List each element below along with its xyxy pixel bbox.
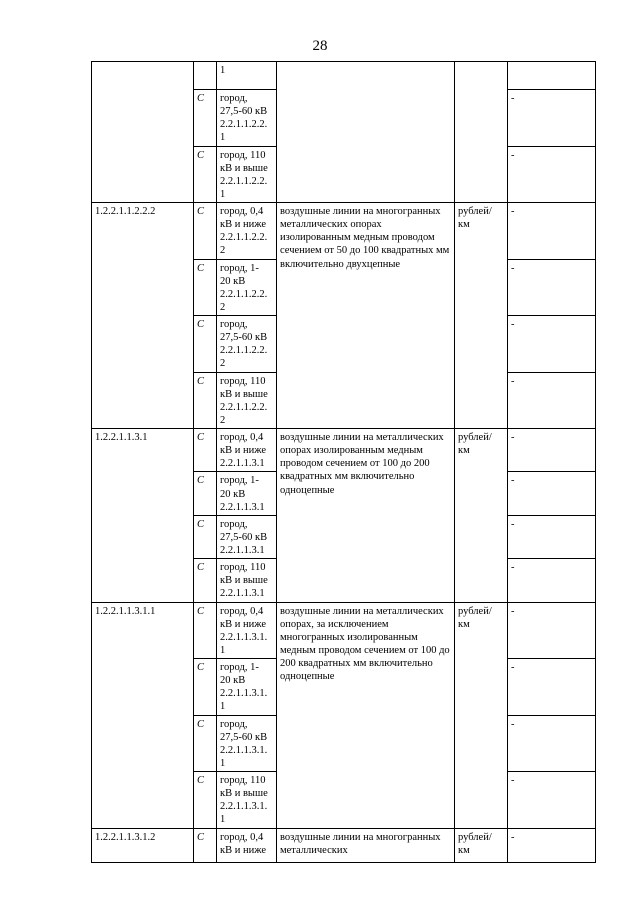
symbol-cell: С: [194, 372, 217, 429]
value-cell: -: [508, 559, 596, 602]
territory-line: 20 кВ: [220, 675, 246, 687]
value-cell: -: [508, 602, 596, 659]
territory-line: 2.2.1.1.2.2.: [220, 175, 268, 187]
territory-line: 27,5-60 кВ: [220, 731, 268, 743]
territory-line: 20 кВ: [220, 275, 246, 287]
value-cell: -: [508, 203, 596, 260]
symbol-cell: С: [194, 316, 217, 373]
value-cell: -: [508, 146, 596, 203]
territory-line: 2.2.1.1.3.1: [220, 545, 265, 556]
territory-line: 27,5-60 кВ: [220, 106, 268, 118]
territory-line: 1: [220, 814, 226, 826]
territory-line: кВ и ниже: [220, 219, 266, 231]
territory-line: кВ и выше: [220, 575, 268, 587]
symbol-cell: С: [194, 559, 217, 602]
tariff-table: [91, 61, 596, 863]
value-cell: [508, 62, 596, 90]
territory-cell: [217, 515, 277, 558]
territory-line: 1: [220, 644, 226, 656]
territory-line: город, 110: [220, 775, 266, 786]
description-cell: воздушные линии на многогранных металлических опорах изолированным медным проводом сечением от 50 до 100 квадратных мм включительно двухцепные: [277, 203, 455, 429]
territory-cell: [217, 659, 277, 716]
unit-cell: рублей/ км: [455, 203, 508, 429]
value-cell: -: [508, 828, 596, 862]
territory-cell: [217, 372, 277, 429]
table-row: [92, 828, 596, 862]
territory-line: город,: [220, 93, 248, 104]
territory-line: 2: [220, 301, 226, 313]
territory-cell: [217, 429, 277, 472]
symbol-cell: С: [194, 515, 217, 558]
territory-line: кВ и ниже: [220, 445, 266, 457]
value-cell: -: [508, 659, 596, 716]
territory-line: город,: [220, 518, 248, 530]
territory-cell: [217, 602, 277, 659]
territory-line: город, 0,4: [220, 432, 264, 443]
territory-line: 2.2.1.1.2.2.: [220, 401, 268, 413]
description-cell: воздушные линии на металлических опорах изолированным медным проводом сечением от 100 до 200 квадратных мм включительно одноцепные: [277, 429, 455, 603]
territory-cell: [217, 90, 277, 147]
value-cell: -: [508, 772, 596, 829]
territory-line: 2: [220, 245, 226, 257]
symbol-cell: С: [194, 259, 217, 316]
territory-line: кВ и ниже: [220, 844, 266, 856]
table-row: [92, 602, 596, 659]
territory-line: кВ и выше: [220, 162, 268, 174]
page-number: 28: [312, 38, 328, 54]
territory-line: город,: [220, 718, 248, 730]
territory-line: 2: [220, 414, 226, 426]
unit-cell: рублей/ км: [455, 429, 508, 603]
territory-line: 2.2.1.1.3.1.: [220, 631, 268, 643]
territory-line: город, 0,4: [220, 206, 264, 217]
territory-line: 2.2.1.1.3.1: [220, 458, 265, 470]
value-cell: -: [508, 259, 596, 316]
territory-cell: [217, 828, 277, 862]
code-cell: 1.2.2.1.1.2.2.2: [92, 203, 194, 429]
value-cell: -: [508, 472, 596, 515]
description-cell: воздушные линии на многогранных металлических: [277, 828, 455, 862]
territory-line: 2.2.1.1.3.1.: [220, 801, 268, 813]
code-cell: 1.2.2.1.1.3.1.1: [92, 602, 194, 828]
value-cell: -: [508, 715, 596, 772]
territory-line: 2.2.1.1.3.1.: [220, 688, 268, 700]
tariff-table-body: [92, 62, 596, 863]
territory-cell: [217, 559, 277, 602]
territory-cell: [217, 203, 277, 260]
territory-line: город, 110: [220, 149, 266, 161]
territory-line: 2.2.1.1.3.1: [220, 588, 265, 600]
territory-line: город,: [220, 319, 248, 330]
symbol-cell: С: [194, 602, 217, 659]
symbol-cell: С: [194, 90, 217, 147]
territory-line: город, 1-: [220, 475, 259, 487]
description-cell: воздушные линии на металлических опорах, за исключением многогранных изолированным медным проводом сечением от 100 до 200 квадратных мм включительно одноцепные: [277, 602, 455, 828]
territory-line: город, 0,4: [220, 605, 264, 617]
symbol-cell: С: [194, 715, 217, 772]
territory-line: 27,5-60 кВ: [220, 531, 268, 543]
symbol-cell: С: [194, 828, 217, 862]
table-row: [92, 429, 596, 472]
value-cell: -: [508, 372, 596, 429]
territory-cell: [217, 62, 277, 90]
unit-cell: рублей/ км: [455, 828, 508, 862]
territory-line: 2.2.1.1.2.2.: [220, 288, 268, 300]
territory-line: город, 1-: [220, 262, 259, 274]
symbol-cell: С: [194, 203, 217, 260]
symbol-cell: С: [194, 472, 217, 515]
territory-line: кВ и выше: [220, 788, 268, 800]
territory-line: 2.2.1.1.3.1: [220, 501, 265, 513]
territory-line: город, 110: [220, 375, 266, 387]
territory-cell: [217, 472, 277, 515]
value-cell: -: [508, 515, 596, 558]
territory-cell: [217, 772, 277, 829]
territory-line: город, 1-: [220, 662, 259, 673]
territory-line: город, 0,4: [220, 831, 264, 843]
symbol-cell: [194, 62, 217, 90]
code-cell: [92, 62, 194, 203]
territory-cell: [217, 316, 277, 373]
territory-line: город, 110: [220, 562, 266, 574]
territory-line: 27,5-60 кВ: [220, 332, 268, 344]
territory-cell: [217, 715, 277, 772]
territory-line: 2.2.1.1.3.1.: [220, 744, 268, 756]
territory-line: 1: [220, 188, 226, 200]
territory-line: 2: [220, 358, 226, 370]
table-row: [92, 203, 596, 260]
description-cell: [277, 62, 455, 203]
unit-cell: рублей/ км: [455, 602, 508, 828]
territory-line: 1: [220, 65, 226, 76]
territory-line: 1: [220, 757, 226, 769]
symbol-cell: С: [194, 772, 217, 829]
symbol-cell: С: [194, 146, 217, 203]
value-cell: -: [508, 316, 596, 373]
territory-cell: [217, 259, 277, 316]
territory-cell: [217, 146, 277, 203]
territory-line: 2.2.1.1.2.2.: [220, 345, 268, 357]
territory-line: 2.2.1.1.2.2.: [220, 232, 268, 244]
territory-line: кВ и ниже: [220, 618, 266, 630]
territory-line: 2.2.1.1.2.2.: [220, 119, 268, 131]
value-cell: -: [508, 429, 596, 472]
symbol-cell: С: [194, 429, 217, 472]
unit-cell: [455, 62, 508, 203]
value-cell: -: [508, 90, 596, 147]
territory-line: 20 кВ: [220, 488, 246, 500]
territory-line: 1: [220, 701, 226, 713]
symbol-cell: С: [194, 659, 217, 716]
code-cell: 1.2.2.1.1.3.1: [92, 429, 194, 603]
territory-line: 1: [220, 132, 226, 144]
table-row: [92, 62, 596, 90]
code-cell: 1.2.2.1.1.3.1.2: [92, 828, 194, 862]
territory-line: кВ и выше: [220, 388, 268, 400]
